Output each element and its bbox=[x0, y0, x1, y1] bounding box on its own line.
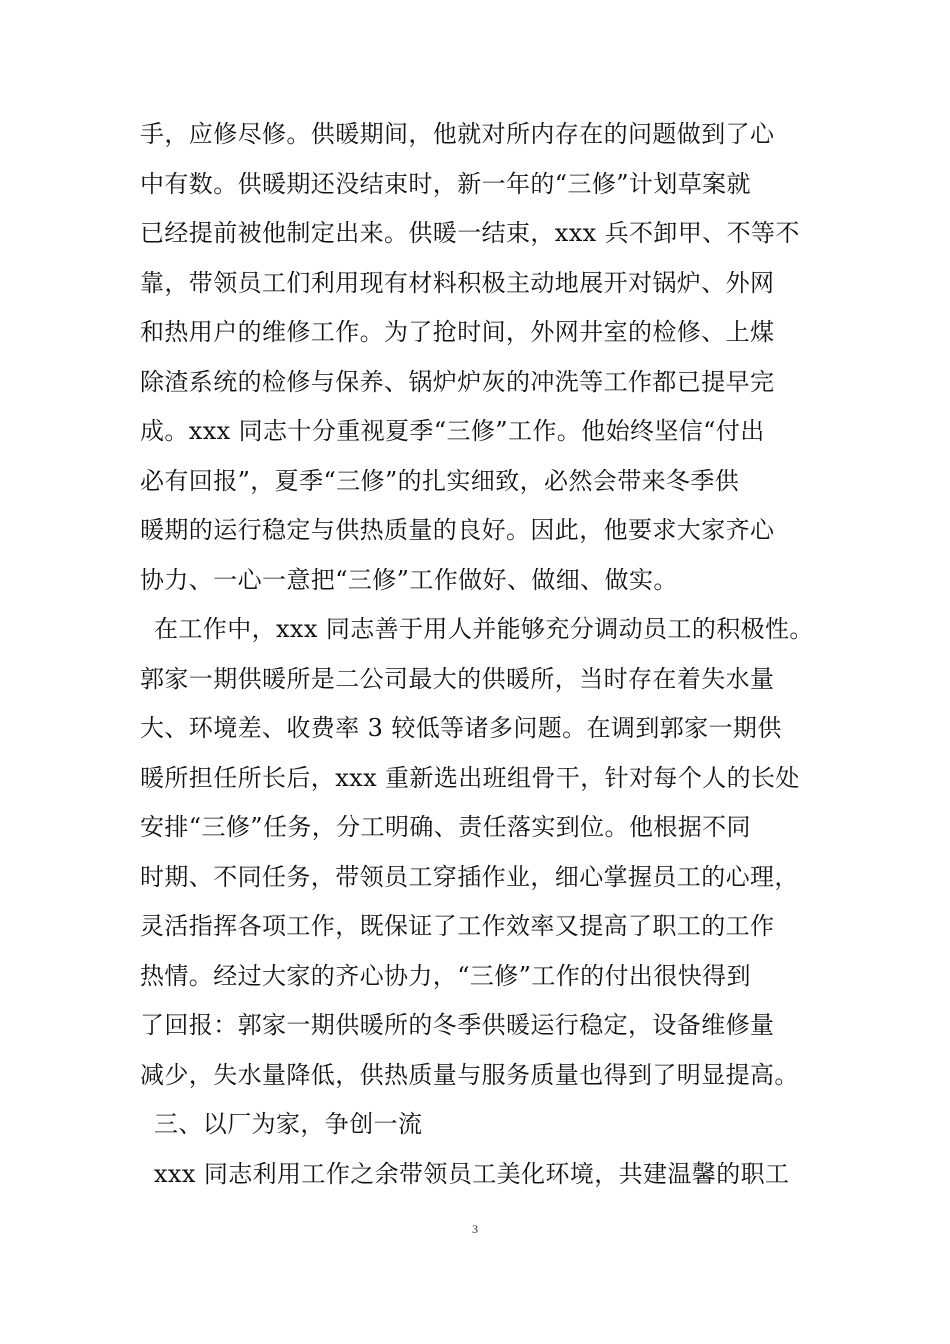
text-line: 中有数。供暖期还没结束时，新一年的“三修”计划草案就 bbox=[140, 169, 751, 198]
text-line: 已经提前被他制定出来。供暖一结束，xxx 兵不卸甲、不等不 bbox=[140, 219, 800, 247]
page-number: 3 bbox=[472, 1222, 478, 1236]
text-line: 暖期的运行稳定与供热质量的良好。因此，他要求大家齐心 bbox=[140, 516, 775, 544]
text-line: 必有回报”，夏季“三修”的扎实细致，必然会带来冬季供 bbox=[140, 466, 740, 495]
text-line: 时期、不同任务，带领员工穿插作业，细心掌握员工的心理， bbox=[140, 862, 799, 891]
text-line: 成。xxx 同志十分重视夏季“三修”工作。他始终坚信“付出 bbox=[140, 417, 765, 445]
text-line: 郭家一期供暖所是二公司最大的供暖所，当时存在着失水量 bbox=[140, 664, 775, 693]
text-line: 灵活指挥各项工作，既保证了工作效率又提高了职工的工作 bbox=[140, 912, 775, 940]
text-line: 暖所担任所长后，xxx 重新选出班组骨干，针对每个人的长处 bbox=[140, 763, 800, 792]
paragraph-start-line: 在工作中，xxx 同志善于用人并能够充分调动员工的积极性。 bbox=[154, 615, 814, 643]
text-line: 大、环境差、收费率 3 较低等诸多问题。在调到郭家一期供 bbox=[140, 714, 782, 742]
paragraph-start-line: xxx 同志利用工作之余带领员工美化环境，共建温馨的职工 bbox=[154, 1159, 790, 1188]
text-line: 手，应修尽修。供暖期间，他就对所内存在的问题做到了心 bbox=[140, 120, 775, 148]
text-line: 除渣系统的检修与保养、锅炉炉灰的冲洗等工作都已提早完 bbox=[140, 367, 775, 396]
text-line: 了回报：郭家一期供暖所的冬季供暖运行稳定，设备维修量 bbox=[140, 1011, 775, 1039]
text-line: 和热用户的维修工作。为了抢时间，外网井室的检修、上煤 bbox=[140, 318, 775, 346]
text-line: 减少，失水量降低，供热质量与服务质量也得到了明显提高。 bbox=[140, 1060, 799, 1089]
section-heading: 三、以厂为家，争创一流 bbox=[154, 1110, 423, 1138]
text-line: 热情。经过大家的齐心协力，“三修”工作的付出很快得到 bbox=[140, 961, 751, 990]
text-line: 靠，带领员工们利用现有材料积极主动地展开对锅炉、外网 bbox=[140, 268, 775, 297]
text-line: 协力、一心一意把“三修”工作做好、做细、做实。 bbox=[140, 565, 678, 594]
body-text bbox=[140, 110, 840, 1199]
text-line: 安排“三修”任务，分工明确、责任落实到位。他根据不同 bbox=[140, 813, 751, 841]
